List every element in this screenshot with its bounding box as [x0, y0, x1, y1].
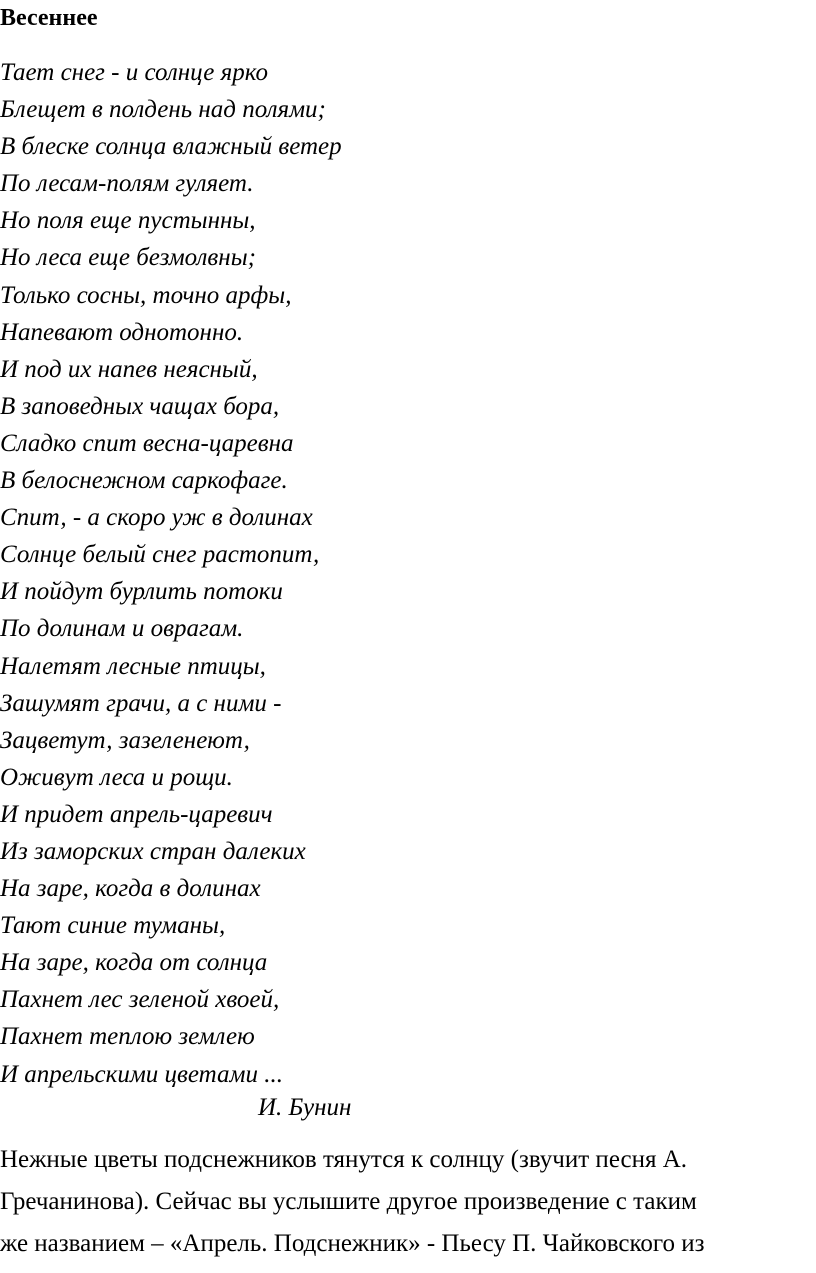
poem-line: По лесам-полям гуляет. [0, 170, 254, 198]
prose-paragraph [0, 1139, 812, 1265]
poem-line: Только сосны, точно арфы, [0, 281, 292, 309]
poem-line: Оживут леса и рощи. [0, 763, 233, 791]
poem-line: И под их напев неясный, [0, 355, 258, 383]
poem-line: В заповедных чащах бора, [0, 392, 280, 420]
poem-line: Пахнет лес зеленой хвоей, [0, 986, 280, 1014]
poem-line: В блеске солнца влажный ветер [0, 133, 342, 161]
poem-line: Из заморских стран далеких [0, 837, 306, 865]
prose-line: Нежные цветы подснежников тянутся к солнцу (звучит песня А. [0, 1146, 688, 1173]
poem-line: Тает снег - и солнце ярко [0, 59, 268, 86]
poem-line: Но леса еще безмолвны; [0, 244, 256, 272]
poem-line: На заре, когда в долинах [0, 875, 261, 903]
poem-line: И апрельскими цветами ... [0, 1060, 283, 1088]
poem-line: Блещет в полдень над полями; [0, 96, 326, 124]
prose-line: же названием – «Апрель. Подснежник» - Пьесу П. Чайковского из [0, 1230, 705, 1257]
poem-line: Спит, - а скоро уж в долинах [0, 504, 313, 532]
poem-line: Налетят лесные птицы, [0, 652, 266, 680]
poem-line: Солнце белый снег растопит, [0, 541, 320, 569]
poem-line: Напевают однотонно. [0, 318, 244, 346]
prose-line: Гречанинова). Сейчас вы услышите другое произведение с таким [0, 1188, 697, 1215]
poem-line: Но поля еще пустынны, [0, 207, 256, 235]
poem-line: Сладко спит весна-царевна [0, 429, 294, 457]
poem-line: Пахнет теплою землею [0, 1023, 255, 1051]
poem-line: Тают синие туманы, [0, 912, 226, 940]
poem-line: Зашумят грачи, а с ними - [0, 689, 282, 717]
poem-line: И пойдут бурлить потоки [0, 578, 283, 606]
poem-author: И. Бунин [258, 1094, 352, 1121]
poem-line: Зацветут, зазеленеют, [0, 726, 250, 754]
poem-line: По долинам и оврагам. [0, 615, 244, 643]
poem-title: Весеннее [0, 5, 98, 31]
poem-line: И придет апрель-царевич [0, 800, 273, 828]
poem-body [0, 54, 342, 1093]
poem-line: В белоснежном саркофаге. [0, 467, 288, 495]
poem-line: На заре, когда от солнца [0, 949, 268, 977]
